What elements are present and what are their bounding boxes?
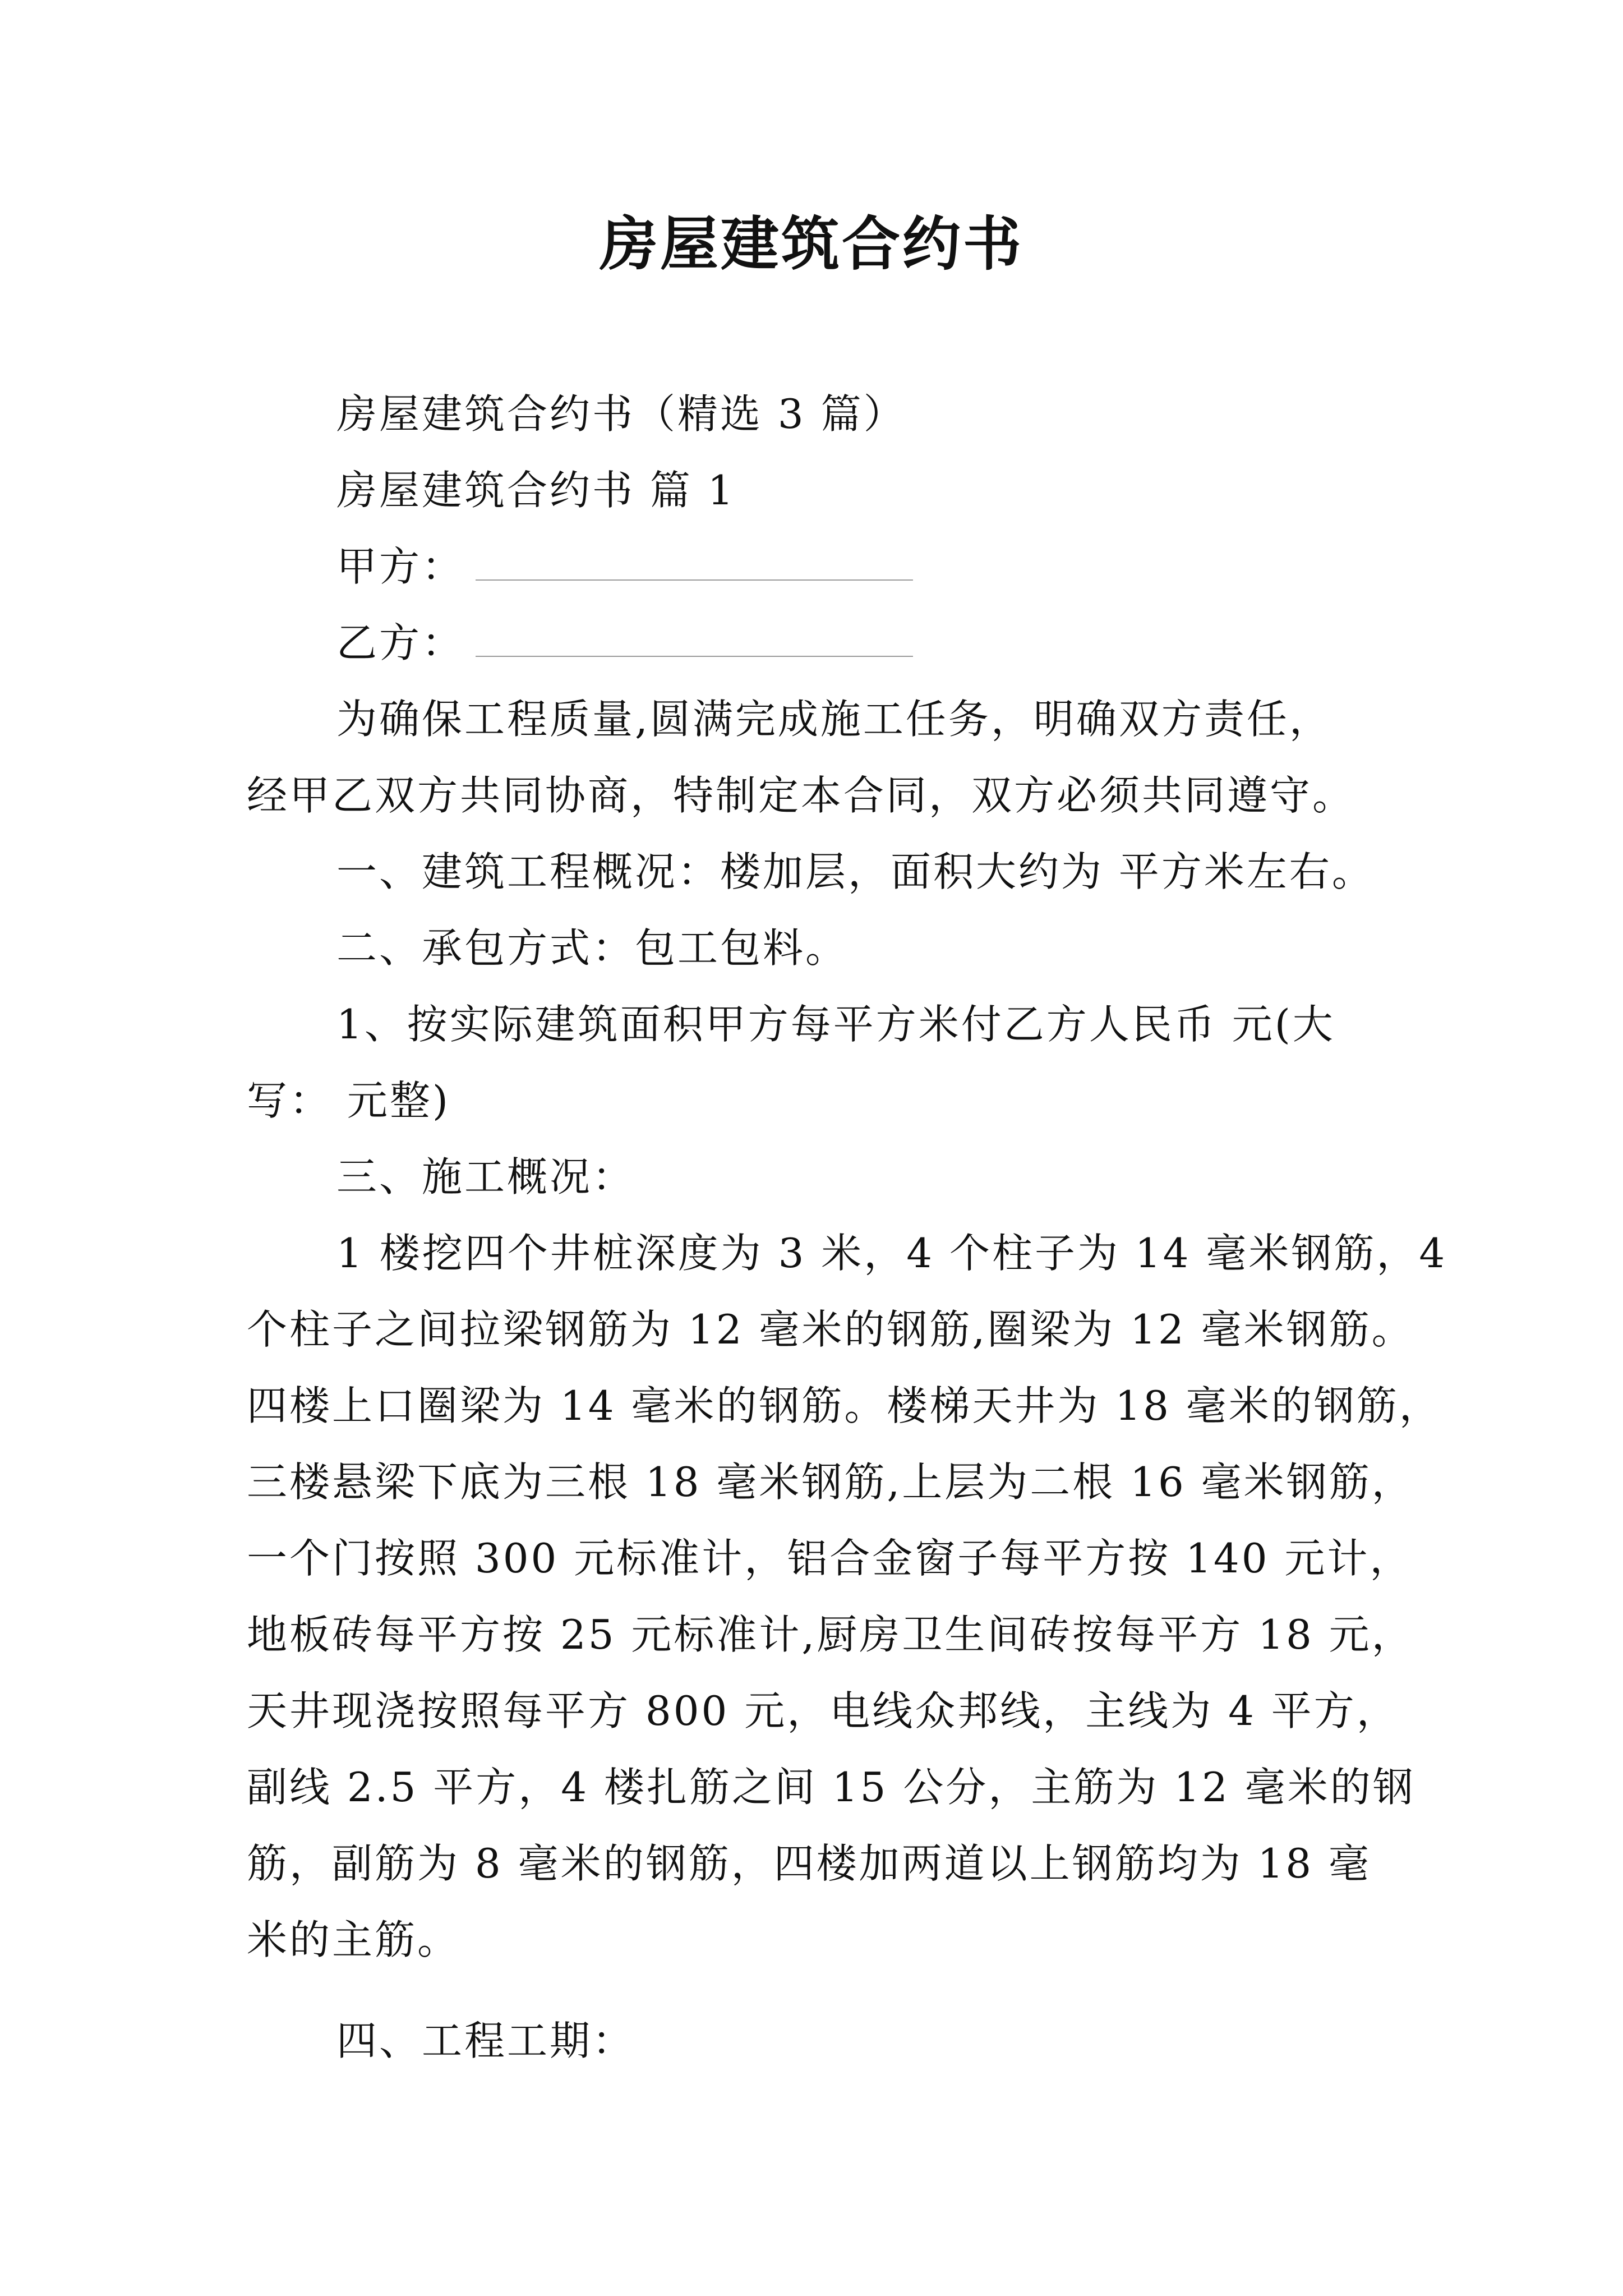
section-heading-contract-method: 二、承包方式：包工包料。 (336, 924, 849, 972)
paragraph-line: 1、按实际建筑面积甲方每平方米付乙方人民币 元(大 (336, 1001, 1335, 1048)
paragraph-line: 个柱子之间拉梁钢筋为 12 毫米的钢筋,圈梁为 12 毫米钢筋。 (247, 1306, 1414, 1353)
paragraph-line: 经甲乙双方共同协商，特制定本合同，双方必须共同遵守。 (247, 772, 1355, 819)
party-b-line (336, 605, 1514, 681)
paragraph-line: 写： 元整) (247, 1077, 450, 1124)
paragraph-line: 地板砖每平方按 25 元标准计,厨房卫生间砖按每平方 18 元， (247, 1611, 1414, 1658)
section-heading-construction: 三、施工概况： (336, 1153, 635, 1200)
party-a-line (336, 528, 1514, 605)
document-title: 房屋建筑合约书 (599, 209, 1023, 278)
paragraph-line: 一个门按照 300 元标准计，铝合金窗子每平方按 140 元计， (247, 1535, 1413, 1582)
paragraph-line: 四楼上口圈梁为 14 毫米的钢筋。楼梯天井为 18 毫米的钢筋， (247, 1382, 1442, 1429)
paragraph-line: 为确保工程质量,圆满完成施工任务，明确双方责任， (336, 696, 1332, 743)
paragraph-line: 副线 2.5 平方，4 楼扎筋之间 15 公分，主筋为 12 毫米的钢 (247, 1764, 1415, 1811)
paragraph-line: 1 楼挖四个井桩深度为 3 米，4 个柱子为 14 毫米钢筋，4 (336, 1230, 1447, 1277)
section-heading-part-1: 房屋建筑合约书 篇 1 (336, 467, 736, 514)
paragraph-line: 天井现浇按照每平方 800 元，电线众邦线，主线为 4 平方， (247, 1687, 1399, 1734)
section-heading-schedule: 四、工程工期： (336, 2017, 635, 2064)
paragraph-line: 三楼悬梁下底为三根 18 毫米钢筋,上层为二根 16 毫米钢筋， (247, 1458, 1414, 1506)
subtitle-selection: 房屋建筑合约书（精选 3 篇） (336, 390, 906, 438)
paragraph-line: 米的主筋。 (247, 1916, 460, 1963)
party-a-label: 甲方： (336, 543, 465, 590)
section-heading-overview: 一、建筑工程概况：楼加层，面积大约为 平方米左右。 (336, 848, 1375, 895)
paragraph-line: 筋，副筋为 8 毫米的钢筋，四楼加两道以上钢筋均为 18 毫 (247, 1840, 1371, 1887)
party-b-blank (476, 656, 913, 657)
party-b-label: 乙方： (336, 619, 465, 666)
party-a-blank (476, 579, 913, 581)
